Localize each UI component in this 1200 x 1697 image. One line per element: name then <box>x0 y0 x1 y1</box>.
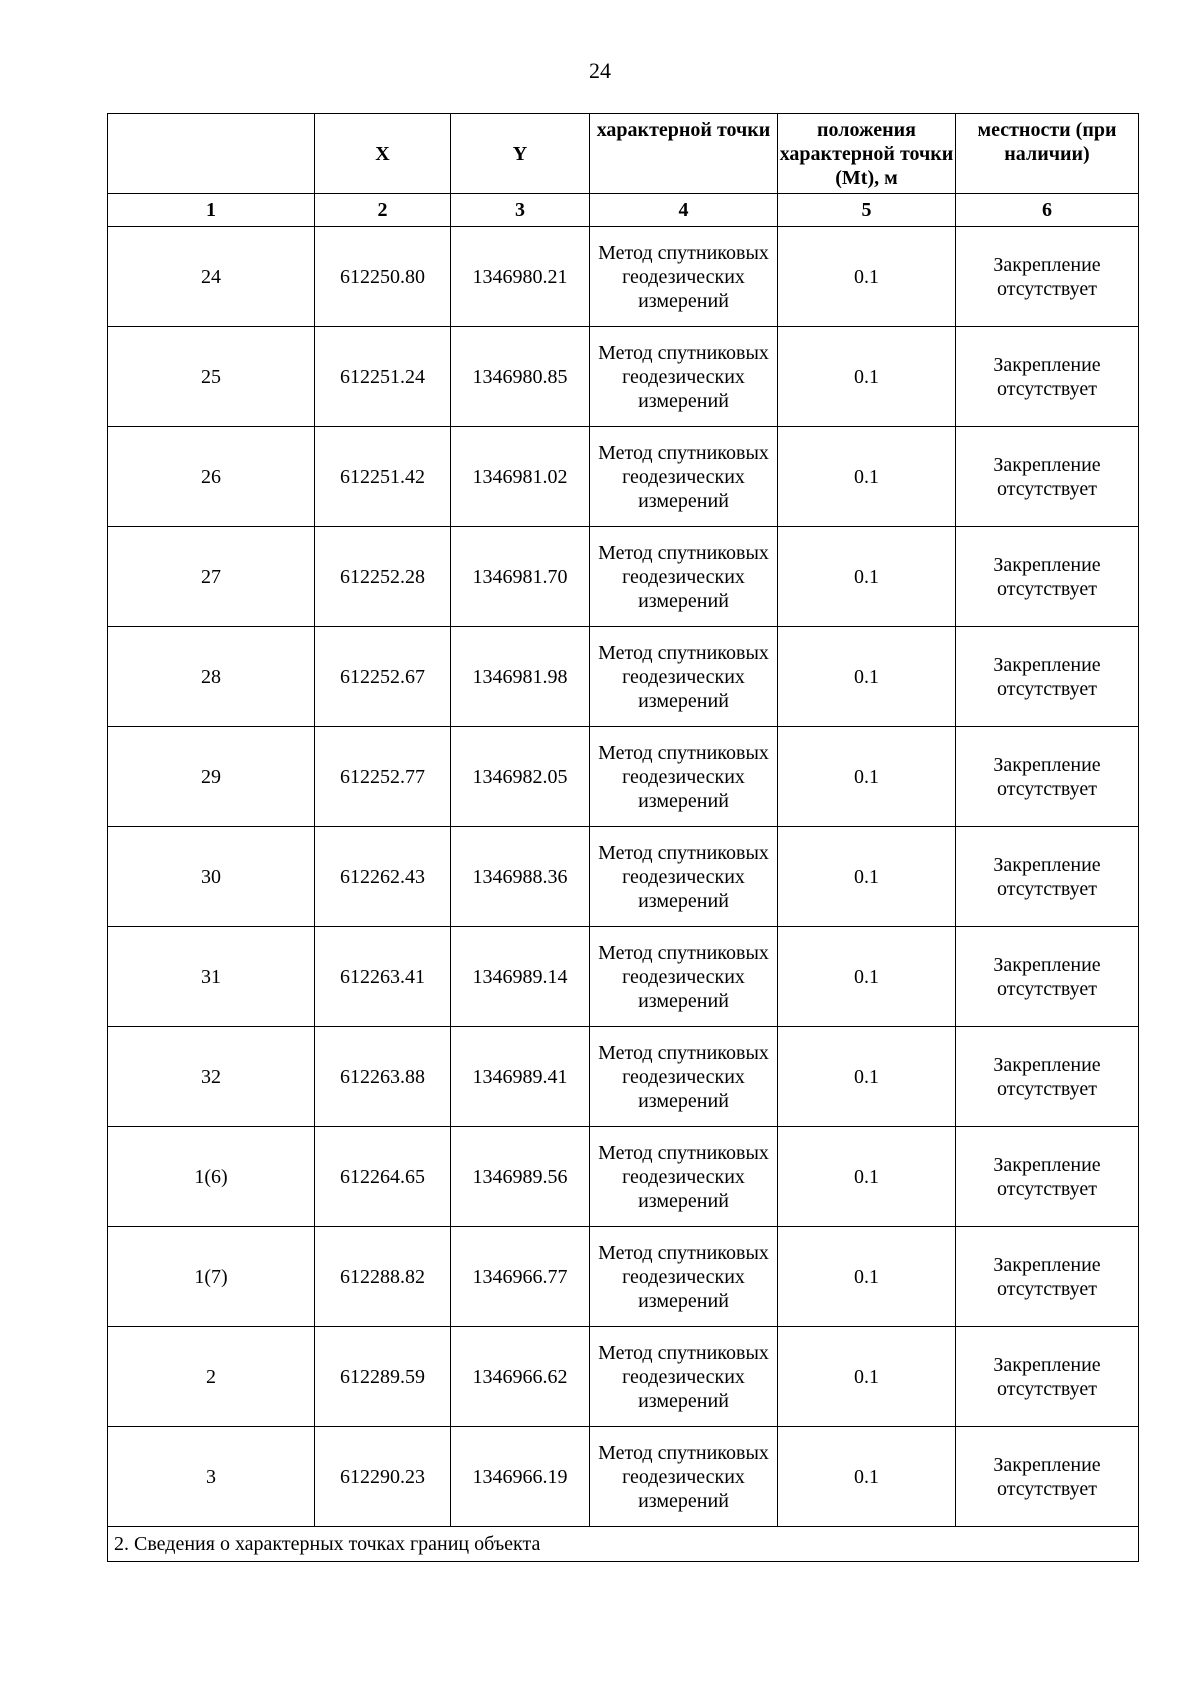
method: Метод спутниковых геодезических измерений <box>590 1127 778 1227</box>
fixation: Закрепление отсутствует <box>956 1127 1139 1227</box>
accuracy: 0.1 <box>778 327 956 427</box>
method: Метод спутниковых геодезических измерений <box>590 1027 778 1127</box>
point-number: 24 <box>108 227 315 327</box>
accuracy: 0.1 <box>778 227 956 327</box>
accuracy: 0.1 <box>778 827 956 927</box>
table-row <box>108 227 1139 327</box>
method: Метод спутниковых геодезических измерений <box>590 1427 778 1527</box>
table-row <box>108 1127 1139 1227</box>
coord-x: 612251.42 <box>315 427 451 527</box>
accuracy: 0.1 <box>778 1027 956 1127</box>
point-number: 27 <box>108 527 315 627</box>
header-cell-method: характерной точки <box>590 114 778 194</box>
column-number: 2 <box>315 194 451 227</box>
fixation: Закрепление отсутствует <box>956 1027 1139 1127</box>
coord-x: 612262.43 <box>315 827 451 927</box>
table-row <box>108 1427 1139 1527</box>
column-number-row <box>108 194 1139 227</box>
coord-y: 1346966.62 <box>451 1327 590 1427</box>
table-row <box>108 327 1139 427</box>
table-row <box>108 727 1139 827</box>
coord-y: 1346989.41 <box>451 1027 590 1127</box>
table-row <box>108 1027 1139 1127</box>
method: Метод спутниковых геодезических измерений <box>590 227 778 327</box>
point-number: 31 <box>108 927 315 1027</box>
table-row <box>108 627 1139 727</box>
coord-y: 1346966.77 <box>451 1227 590 1327</box>
method: Метод спутниковых геодезических измерений <box>590 627 778 727</box>
point-number: 29 <box>108 727 315 827</box>
coord-y: 1346966.19 <box>451 1427 590 1527</box>
fixation: Закрепление отсутствует <box>956 427 1139 527</box>
method: Метод спутниковых геодезических измерений <box>590 727 778 827</box>
accuracy: 0.1 <box>778 1227 956 1327</box>
table-row <box>108 827 1139 927</box>
fixation: Закрепление отсутствует <box>956 227 1139 327</box>
point-number: 30 <box>108 827 315 927</box>
coord-x: 612250.80 <box>315 227 451 327</box>
coord-x: 612263.88 <box>315 1027 451 1127</box>
method: Метод спутниковых геодезических измерений <box>590 927 778 1027</box>
header-cell-fixation: местности (при наличии) <box>956 114 1139 194</box>
table-row <box>108 927 1139 1027</box>
header-cell-accuracy: положения характерной точки (Mt), м <box>778 114 956 194</box>
fixation: Закрепление отсутствует <box>956 527 1139 627</box>
coord-x: 612290.23 <box>315 1427 451 1527</box>
coord-x: 612264.65 <box>315 1127 451 1227</box>
column-number: 6 <box>956 194 1139 227</box>
fixation: Закрепление отсутствует <box>956 1327 1139 1427</box>
coord-y: 1346980.21 <box>451 227 590 327</box>
fixation: Закрепление отсутствует <box>956 1227 1139 1327</box>
coord-y: 1346982.05 <box>451 727 590 827</box>
coord-y: 1346981.98 <box>451 627 590 727</box>
method: Метод спутниковых геодезических измерений <box>590 327 778 427</box>
point-number: 32 <box>108 1027 315 1127</box>
point-number: 26 <box>108 427 315 527</box>
table-row <box>108 427 1139 527</box>
header-cell-y: Y <box>451 114 590 194</box>
coord-x: 612252.28 <box>315 527 451 627</box>
column-number: 4 <box>590 194 778 227</box>
method: Метод спутниковых геодезических измерений <box>590 527 778 627</box>
column-number: 1 <box>108 194 315 227</box>
point-number: 28 <box>108 627 315 727</box>
coord-y: 1346980.85 <box>451 327 590 427</box>
fixation: Закрепление отсутствует <box>956 1427 1139 1527</box>
fixation: Закрепление отсутствует <box>956 727 1139 827</box>
point-number: 3 <box>108 1427 315 1527</box>
accuracy: 0.1 <box>778 527 956 627</box>
coord-y: 1346981.70 <box>451 527 590 627</box>
accuracy: 0.1 <box>778 627 956 727</box>
method: Метод спутниковых геодезических измерений <box>590 827 778 927</box>
method: Метод спутниковых геодезических измерений <box>590 1227 778 1327</box>
accuracy: 0.1 <box>778 1327 956 1427</box>
table-footer-row <box>108 1527 1139 1562</box>
page-number: 24 <box>589 58 611 83</box>
table-row <box>108 527 1139 627</box>
table-row <box>108 1327 1139 1427</box>
accuracy: 0.1 <box>778 927 956 1027</box>
coordinates-table <box>107 113 1139 1562</box>
coord-y: 1346989.56 <box>451 1127 590 1227</box>
fixation: Закрепление отсутствует <box>956 627 1139 727</box>
point-number: 1(6) <box>108 1127 315 1227</box>
accuracy: 0.1 <box>778 1427 956 1527</box>
coord-x: 612252.67 <box>315 627 451 727</box>
column-number: 5 <box>778 194 956 227</box>
coord-y: 1346989.14 <box>451 927 590 1027</box>
fixation: Закрепление отсутствует <box>956 327 1139 427</box>
point-number: 1(7) <box>108 1227 315 1327</box>
fixation: Закрепление отсутствует <box>956 927 1139 1027</box>
fixation: Закрепление отсутствует <box>956 827 1139 927</box>
coord-y: 1346988.36 <box>451 827 590 927</box>
accuracy: 0.1 <box>778 427 956 527</box>
coord-x: 612263.41 <box>315 927 451 1027</box>
method: Метод спутниковых геодезических измерений <box>590 427 778 527</box>
coord-y: 1346981.02 <box>451 427 590 527</box>
method: Метод спутниковых геодезических измерений <box>590 1327 778 1427</box>
point-number: 25 <box>108 327 315 427</box>
header-row <box>108 114 1139 194</box>
coord-x: 612288.82 <box>315 1227 451 1327</box>
column-number: 3 <box>451 194 590 227</box>
point-number: 2 <box>108 1327 315 1427</box>
coord-x: 612251.24 <box>315 327 451 427</box>
header-cell-point <box>108 114 315 194</box>
coord-x: 612252.77 <box>315 727 451 827</box>
accuracy: 0.1 <box>778 1127 956 1227</box>
section-caption: 2. Сведения о характерных точках границ объекта <box>108 1527 1139 1562</box>
header-cell-x: X <box>315 114 451 194</box>
coord-x: 612289.59 <box>315 1327 451 1427</box>
accuracy: 0.1 <box>778 727 956 827</box>
table-row <box>108 1227 1139 1327</box>
